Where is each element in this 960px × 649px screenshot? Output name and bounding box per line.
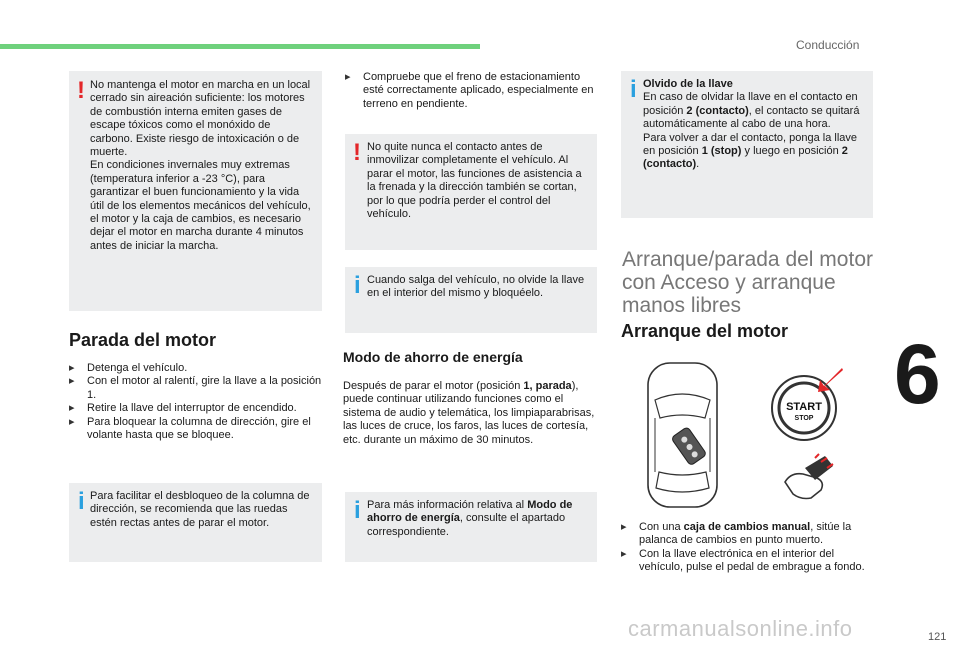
warning-text: No quite nunca el contacto antes de inmovilizar completamente el vehículo. Al parar el motor, las funciones de asistencia a la frenada y la dirección también se cortan, por lo que podría perder el control del vehículo. — [367, 141, 582, 221]
heading-arranque-motor: Arranque del motor — [621, 321, 789, 341]
info-box-steering — [69, 483, 322, 562]
text-bold: Modo de ahorro de energía — [367, 499, 573, 525]
text-span: Para volver a dar el contacto, ponga la llave en posición — [643, 131, 858, 158]
list-item: ▸ Con la llave electrónica en el interior del vehículo, pulse el pedal de embrague a fondo. — [621, 548, 874, 575]
heading-energy-saving: Modo de ahorro de energía — [343, 349, 523, 365]
info-title: Olvido de la llave — [643, 78, 733, 90]
info-box-energy-mode — [345, 492, 597, 562]
list-item: ▸ Detenga el vehículo. — [69, 362, 322, 375]
start-label: START — [786, 401, 822, 413]
text-bold: caja de cambios manual — [683, 521, 811, 533]
info-text: Cuando salga del vehículo, no olvide la llave en el interior del mismo y bloquéelo. — [367, 274, 585, 300]
stop-label: STOP — [794, 415, 814, 422]
start-stop-button-icon — [768, 366, 846, 444]
header-accent-bar — [0, 44, 480, 49]
stop-steps-list — [69, 362, 322, 442]
text-bold: 2 (contacto) — [643, 145, 848, 171]
list-item: ▸ Compruebe que el freno de estacionamiento esté correctamente aplicado, especialmente en terreno en pendiente. — [345, 71, 597, 111]
info-text: Para facilitar el desbloqueo de la columna de dirección, se recomienda que las ruedas estén rectas antes de parar el motor. — [90, 490, 310, 529]
list-item: ▸ Para bloquear la columna de dirección, gire el volante hasta que se bloquee. — [69, 416, 322, 443]
car-top-view-icon — [645, 360, 720, 510]
text-span: , sitúe la palanca de cambios en punto muerto. — [639, 521, 852, 547]
warning-box-ignition — [345, 134, 597, 250]
text-span: , consulte el apartado correspondiente. — [367, 512, 566, 538]
info-icon: i — [630, 76, 637, 103]
page-number: 121 — [928, 631, 947, 643]
text-span: . — [696, 158, 700, 171]
energy-saving-paragraph — [343, 380, 597, 447]
info-box-forgotten-key — [621, 71, 873, 218]
text-span: , el contacto se quitará automáticamente al cabo de una hora. — [643, 104, 860, 131]
info-icon: i — [354, 497, 361, 524]
text-span: Después de parar el motor (posición — [343, 380, 524, 392]
list-item: ▸ Con el motor al ralentí, gire la llave a la posición 1. — [69, 375, 322, 402]
watermark: carmanualsonline.info — [628, 616, 853, 641]
text-span: ), puede continuar utilizando funciones como el sistema de audio y telemática, los limpiaparabrisas, las luces de cruce, los faros, las luces de cortesía, etc. durante un máximo de 30 minutos. — [343, 380, 595, 446]
warning-icon: ! — [77, 77, 85, 104]
text-span: Con una — [639, 521, 684, 533]
start-steps-list — [621, 521, 874, 575]
info-icon: i — [354, 272, 361, 299]
warning-text: No mantenga el motor en marcha en un local cerrado sin aireación suficiente: los motores de combustión interna emiten gases de escape tóxicos como el monóxido de carbono. Existe riesgo de intoxicación o de muerte. En condiciones invernales muy extremas (temperatura inferior a -23 °C), para garantizar el buen funcionamiento y la vida útil de los elementos mecánicos del vehículo, el motor y la caja de cambios, es necesario dejar el motor en marcha durante 4 minutos antes de iniciar la marcha. — [90, 79, 311, 252]
text-span: y luego en posición — [741, 145, 842, 158]
list-item: ▸ Retire la llave del interruptor de encendido. — [69, 402, 322, 415]
warning-box-ventilation — [69, 71, 322, 311]
text-span: En caso de olvidar la llave en el contacto en posición — [643, 91, 858, 117]
info-box-key-reminder — [345, 267, 597, 333]
heading-parada-motor: Parada del motor — [69, 330, 217, 350]
clutch-pedal-foot-icon — [781, 452, 835, 502]
text-span: Para más información relativa al — [367, 499, 528, 511]
chapter-number: 6 — [894, 327, 941, 421]
info-text — [367, 499, 591, 539]
warning-icon: ! — [353, 139, 361, 166]
text-bold: 1 (stop) — [701, 145, 742, 158]
parking-brake-bullet — [345, 71, 597, 111]
info-icon: i — [78, 488, 85, 515]
text-bold: 2 (contacto) — [686, 104, 749, 117]
list-item — [621, 521, 874, 548]
info-text — [643, 78, 867, 172]
section-big-title: Arranque/parada del motor con Acceso y arranque manos libres — [622, 248, 873, 317]
section-title: Conducción — [796, 38, 860, 52]
text-bold: 1, parada — [523, 380, 572, 392]
